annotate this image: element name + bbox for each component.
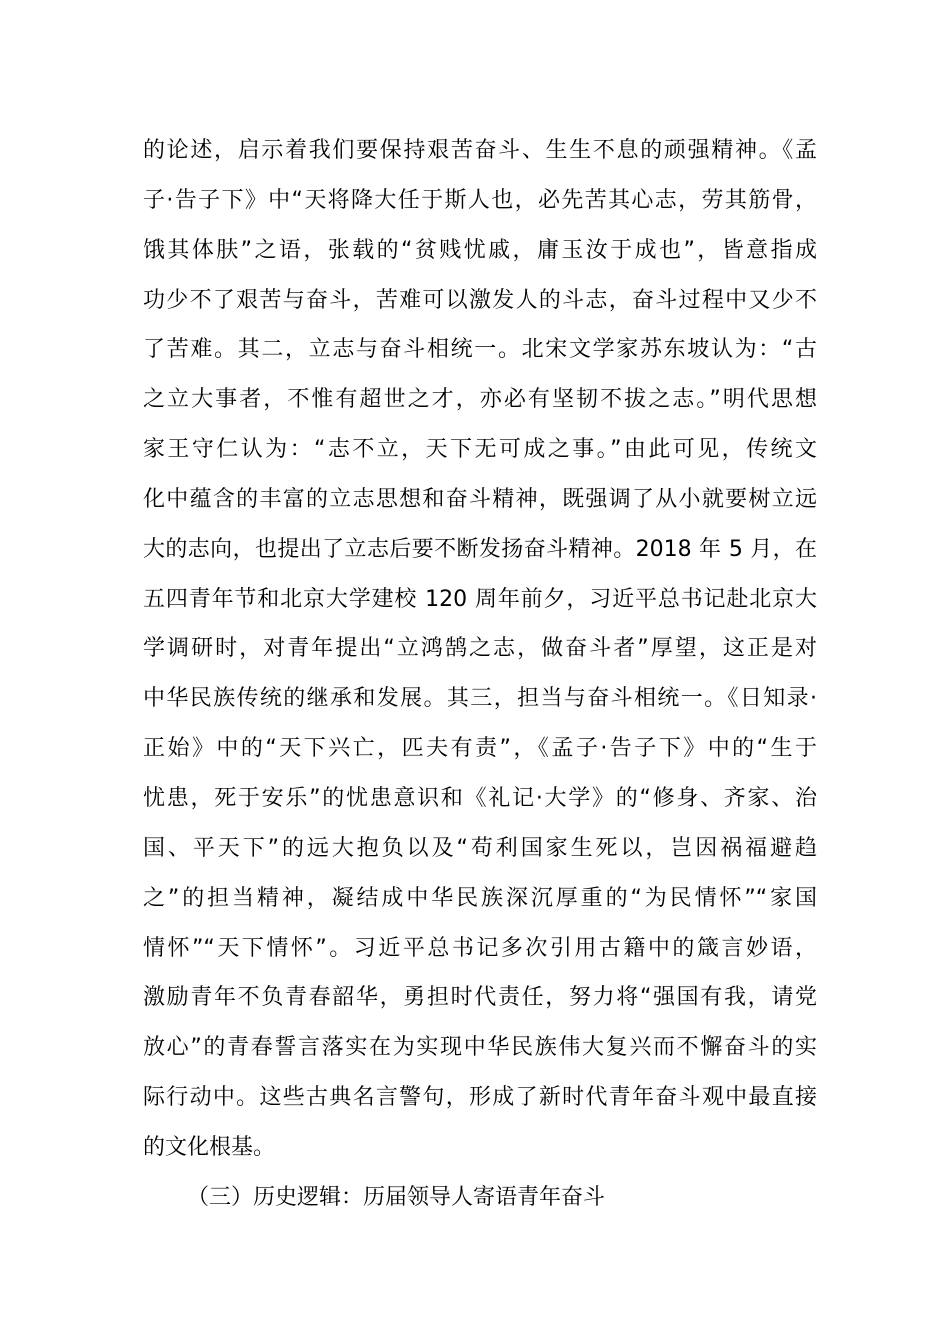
body-text-line: 激励青年不负青春韶华，勇担时代责任，努力将“强国有我，请党 bbox=[143, 985, 817, 1011]
body-text-line: 之”的担当精神，凝结成中华民族深沉厚重的“为民情怀”“家国 bbox=[143, 885, 817, 911]
body-text-line: 际行动中。这些古典名言警句，形成了新时代青年奋斗观中最直接 bbox=[143, 1085, 817, 1111]
body-text-line: 家王守仁认为：“志不立，天下无可成之事。”由此可见，传统文 bbox=[143, 437, 817, 463]
body-text-line: 忧患，死于安乐”的忧患意识和《礼记·大学》的“修身、齐家、治 bbox=[143, 785, 817, 811]
body-text-line: 了苦难。其二，立志与奋斗相统一。北宋文学家苏东坡认为：“古 bbox=[143, 337, 817, 363]
body-text-line: 情怀”“天下情怀”。习近平总书记多次引用古籍中的箴言妙语， bbox=[143, 935, 817, 961]
body-text-line: 放心”的青春誓言落实在为实现中华民族伟大复兴而不懈奋斗的实 bbox=[143, 1035, 817, 1061]
body-text-line: 的文化根基。 bbox=[143, 1134, 276, 1160]
body-text-line: 国、平天下”的远大抱负以及“苟利国家生死以，岂因祸福避趋 bbox=[143, 835, 817, 861]
body-text-line: 子·告子下》中“天将降大任于斯人也，必先苦其心志，劳其筋骨， bbox=[143, 187, 817, 213]
body-text-line: 大的志向，也提出了立志后要不断发扬奋斗精神。2018 年 5 月，在 bbox=[143, 536, 817, 562]
body-text-line: 功少不了艰苦与奋斗，苦难可以激发人的斗志，奋斗过程中又少不 bbox=[143, 287, 817, 313]
body-text-line: 之立大事者，不惟有超世之才，亦必有坚韧不拔之志。”明代思想 bbox=[143, 387, 817, 413]
body-text-block bbox=[143, 137, 817, 1234]
body-text-line: 化中蕴含的丰富的立志思想和奋斗精神，既强调了从小就要树立远 bbox=[143, 486, 817, 512]
body-text-line: 正始》中的“天下兴亡，匹夫有责”，《孟子·告子下》中的“生于 bbox=[143, 736, 817, 762]
section-heading: （三）历史逻辑：历届领导人寄语青年奋斗 bbox=[187, 1184, 606, 1210]
body-text-line: 五四青年节和北京大学建校 120 周年前夕，习近平总书记赴北京大 bbox=[143, 586, 817, 612]
body-text-line: 中华民族传统的继承和发展。其三，担当与奋斗相统一。《日知录· bbox=[143, 686, 817, 712]
body-text-line: 的论述，启示着我们要保持艰苦奋斗、生生不息的顽强精神。《孟 bbox=[143, 138, 817, 163]
body-text-line: 学调研时，对青年提出“立鸿鹄之志，做奋斗者”厚望，这正是对 bbox=[143, 636, 817, 662]
body-text-line: 饿其体肤”之语，张载的“贫贱忧戚，庸玉汝于成也”，皆意指成 bbox=[143, 237, 817, 263]
